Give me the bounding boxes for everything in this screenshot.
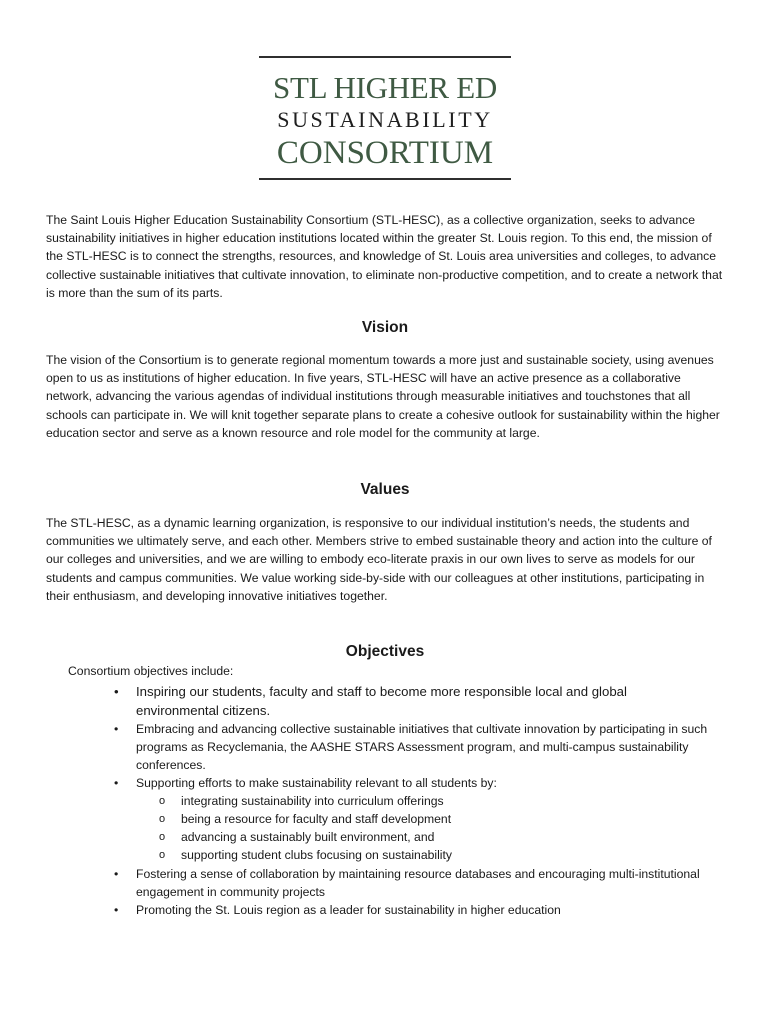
objective-subitem (159, 810, 681, 828)
objective-item (114, 774, 726, 792)
logo-line-1: STL HIGHER ED (273, 70, 497, 105)
bullet-icon: • (114, 776, 119, 790)
bullet-icon: • (114, 722, 119, 736)
logo-bottom-rule (259, 178, 511, 180)
objective-item (114, 720, 726, 775)
vision-heading: Vision (361, 319, 409, 336)
objective-subitem (159, 792, 681, 810)
objective-item (114, 901, 726, 919)
bullet-icon: • (114, 903, 119, 917)
sub-bullet-icon: o (159, 795, 166, 807)
logo-line-3: CONSORTIUM (276, 135, 494, 171)
values-paragraph: The STL-HESC, as a dynamic learning organization, is responsive to our individual institution’s needs, the students and communities we ultimately serve, and each other. Members strive to embed sustainable theory and action into the culture of our colleges and universities, and we are willing to embody eco-literate praxis in our own lives to serve as models for our students and campus communities. We value working side-by-side with our colleagues at other institutions, participating in their enthusiasm, and developing innovative initiatives together. (46, 516, 712, 603)
objective-text: Embracing and advancing collective sustainable initiatives that cultivate innovation by participating in such programs as Recyclemania, the AASHE STARS Assessment program, and multi-campus sustainability conferences. (136, 722, 708, 773)
values-heading: Values (360, 481, 410, 498)
bullet-icon: • (114, 684, 119, 699)
logo-line-2: SUSTAINABILITY (277, 107, 493, 132)
logo-top-rule (259, 56, 511, 58)
subitem-text: supporting student clubs focusing on sustainability (181, 848, 452, 862)
sub-bullet-icon: o (159, 849, 166, 861)
objective-text: Fostering a sense of collaboration by maintaining resource databases and encouraging multi-institutional engagement in community projects (136, 867, 700, 900)
objective-subitem (159, 846, 681, 864)
objective-text: Promoting the St. Louis region as a leader for sustainability in higher education (136, 903, 561, 917)
consortium-logo (259, 56, 511, 180)
objectives-intro: Consortium objectives include: (68, 664, 234, 678)
subitem-text: advancing a sustainably built environment, and (181, 830, 435, 844)
subitem-text: being a resource for faculty and staff development (181, 812, 452, 826)
sub-bullet-icon: o (159, 831, 166, 843)
vision-paragraph: The vision of the Consortium is to generate regional momentum towards a more just and sustainable society, using avenues open to us as institutions of higher education. In five years, STL-HESC will have an active presence as a collaborative network, advancing the various agendas of individual institutions through measurable initiatives and touchstones that all schools can participate in. We will knit together separate plans to create a cohesive outlook for sustainability within the higher education sector and serve as a known resource and role model for the community at large. (46, 353, 720, 440)
objective-subitem (159, 828, 681, 846)
bullet-icon: • (114, 867, 119, 881)
intro-paragraph: The Saint Louis Higher Education Sustainability Consortium (STL-HESC), as a collective organization, seeks to advance sustainability initiatives in higher education institutions located within the greater St. Louis region. To this end, the mission of the STL-HESC is to connect the strengths, resources, and knowledge of St. Louis area universities and colleges, to advance collective sustainable initiatives that cultivate innovation, to eliminate non-productive competition, and to create a network that is more than the sum of its parts. (46, 213, 723, 300)
objectives-heading: Objectives (345, 643, 425, 660)
objective-item (114, 682, 696, 720)
objective-text: Supporting efforts to make sustainability relevant to all students by: (136, 776, 497, 790)
subitem-text: integrating sustainability into curriculum offerings (181, 794, 444, 808)
objective-text: Inspiring our students, faculty and staff to become more responsible local and global environmental citizens. (136, 684, 627, 718)
objective-item (114, 865, 706, 901)
sub-bullet-icon: o (159, 813, 166, 825)
